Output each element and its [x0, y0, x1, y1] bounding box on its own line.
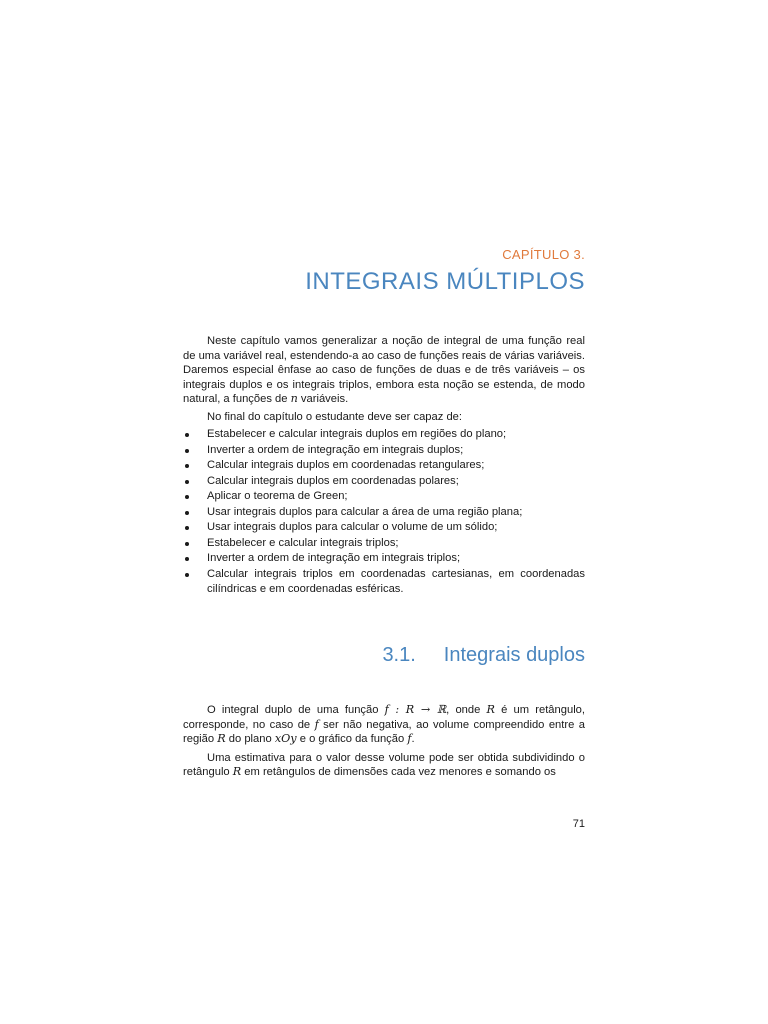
- bullet-icon: [185, 557, 189, 561]
- bullet-icon: [185, 526, 189, 530]
- section-number: 3.1.: [382, 644, 416, 666]
- list-item: Usar integrais duplos para calcular o volume de um sólido;: [183, 520, 585, 536]
- bullet-icon: [185, 433, 189, 437]
- chapter-title: INTEGRAIS MÚLTIPLOS: [305, 268, 585, 295]
- math-expression: R: [232, 765, 242, 778]
- list-item: Estabelecer e calcular integrais triplos;: [183, 536, 585, 552]
- math-n: n: [290, 392, 298, 405]
- list-item: Aplicar o teorema de Green;: [183, 489, 585, 505]
- bullet-icon: [185, 573, 189, 577]
- list-item: Calcular integrais duplos em coordenadas retangulares;: [183, 458, 585, 474]
- bullet-icon: [185, 449, 189, 453]
- bullet-icon: [185, 511, 189, 515]
- math-expression: f : R → ℝ: [384, 703, 447, 716]
- section-body: [183, 703, 585, 780]
- objectives-lead: No final do capítulo o estudante deve ser capaz de:: [207, 410, 462, 423]
- section-title: Integrais duplos: [443, 644, 585, 666]
- list-item: Usar integrais duplos para calcular a área de uma região plana;: [183, 505, 585, 521]
- objectives-list: [183, 427, 585, 598]
- bullet-icon: [185, 542, 189, 546]
- math-expression: R: [217, 732, 226, 745]
- bullet-icon: [185, 495, 189, 499]
- bullet-icon: [185, 464, 189, 468]
- list-item: Inverter a ordem de integração em integrais triplos;: [183, 551, 585, 567]
- list-item: Calcular integrais duplos em coordenadas polares;: [183, 474, 585, 490]
- intro-paragraph: Neste capítulo vamos generalizar a noção de integral de uma função real de uma variável real, estendendo-a ao caso de funções reais de várias variáveis. Daremos especial ênfase ao caso de funções de duas e de três variáveis – os integrais duplos e os integrais triplos, embora esta noção se estenda, de modo natural, a funções de n variáveis.: [183, 335, 585, 405]
- page-number: 71: [572, 818, 585, 830]
- math-expression: xOy: [274, 732, 297, 745]
- section-paragraph: O integral duplo de uma função f : R → ℝ, onde R é um retângulo, corresponde, no caso de f ser não negativa, ao volume compreendido entre a região R do plano xOy e o gráfico da função f.: [183, 703, 586, 745]
- math-expression: R: [486, 703, 495, 716]
- chapter-label: CAPÍTULO 3.: [502, 247, 585, 262]
- section-heading: [382, 644, 585, 667]
- section-paragraph: Uma estimativa para o valor desse volume pode ser obtida subdividindo o retângulo R em retângulos de dimensões cada vez menores e somando os: [183, 751, 585, 778]
- bullet-icon: [185, 480, 189, 484]
- list-item: Inverter a ordem de integração em integrais duplos;: [183, 443, 585, 459]
- math-expression: f: [314, 717, 319, 731]
- chapter-intro: [183, 334, 585, 598]
- list-item: Estabelecer e calcular integrais duplos em regiões do plano;: [183, 427, 585, 443]
- math-expression: f: [407, 732, 412, 745]
- list-item: Calcular integrais triplos em coordenadas cartesianas, em coordenadas cilíndricas e em coordenadas esféricas.: [183, 567, 585, 598]
